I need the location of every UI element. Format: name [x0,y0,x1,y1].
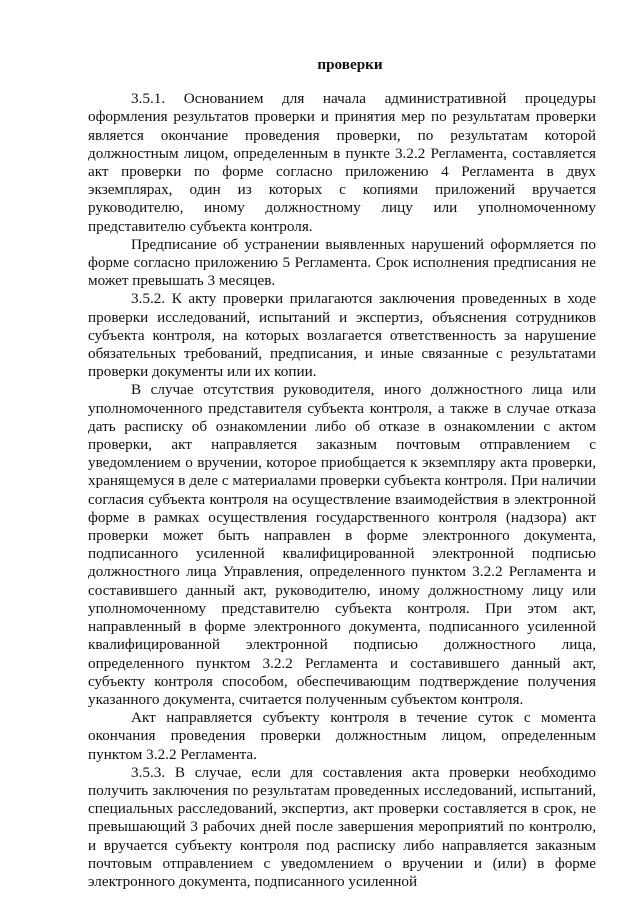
paragraph-3-5-1: 3.5.1. Основанием для начала административной процедуры оформления результатов проверки и принятия мер по результатам проверки является окончание проведения проверки, по результатам которой должностным лицом, определенным в пункте 3.2.2 Регламента, составляется акт проверки по форме согласно приложению 4 Регламента в двух экземплярах, один из которых с копиями приложений вручается руководителю, иному должностному лицу или уполномоченному представителю субъекта контроля. [88,90,596,235]
paragraph-3-5-3: 3.5.3. В случае, если для составления акта проверки необходимо получить заключения по результатам проведенных исследований, испытаний, специальных расследований, экспертиз, акт проверки составляется в срок, не превышающий 3 рабочих дней после завершения мероприятий по контролю, и вручается субъекту контроля под расписку либо направляется заказным почтовым отправлением с уведомлением о вручении и (или) в форме электронного документа, подписанного усиленной [88,763,596,890]
document-page [88,56,596,891]
paragraph-act-delivery: Акт направляется субъекту контроля в течение суток с момента окончания проведения проверки должностным лицом, определенным пунктом 3.2.2 Регламента. [88,709,596,763]
section-heading: проверки [317,56,383,73]
paragraph-3-5-2: 3.5.2. К акту проверки прилагаются заключения проведенных в ходе проверки исследований, испытаний и экспертиз, объяснения сотрудников субъекта контроля, на которых возлагается ответственность за нарушение обязательных требований, предписания, и иные связанные с результатами проверки документы или их копии. [88,290,596,381]
paragraph-prescription: Предписание об устранении выявленных нарушений оформляется по форме согласно приложению 5 Регламента. Срок исполнения предписания не может превышать 3 месяцев. [88,235,596,290]
paragraph-absence-case: В случае отсутствия руководителя, иного должностного лица или уполномоченного представителя субъекта контроля, а также в случае отказа дать расписку об ознакомлении либо об отказе в ознакомлении с актом проверки, акт направляется заказным почтовым отправлением с уведомлением о вручении, которое приобщается к экземпляру акта проверки, хранящемуся в деле с материалами проверки субъекта контроля. При наличии согласия субъекта контроля на осуществление взаимодействия в электронной форме в рамках осуществления государственного контроля (надзора) акт проверки может быть направлен в форме электронного документа, подписанного усиленной квалифицированной электронной подписью должностного лица Управления, определенного пунктом 3.2.2 Регламента и составившего данный акт, руководителю, иному должностному лицу или уполномоченному представителю субъекта контроля. При этом акт, направленный в форме электронного документа, подписанного усиленной квалифицированной электронной подписью должностного лица, определенного пунктом 3.2.2 Регламента и составившего данный акт, субъекту контроля способом, обеспечивающим подтверждение получения указанного документа, считается полученным субъектом контроля. [88,381,596,708]
